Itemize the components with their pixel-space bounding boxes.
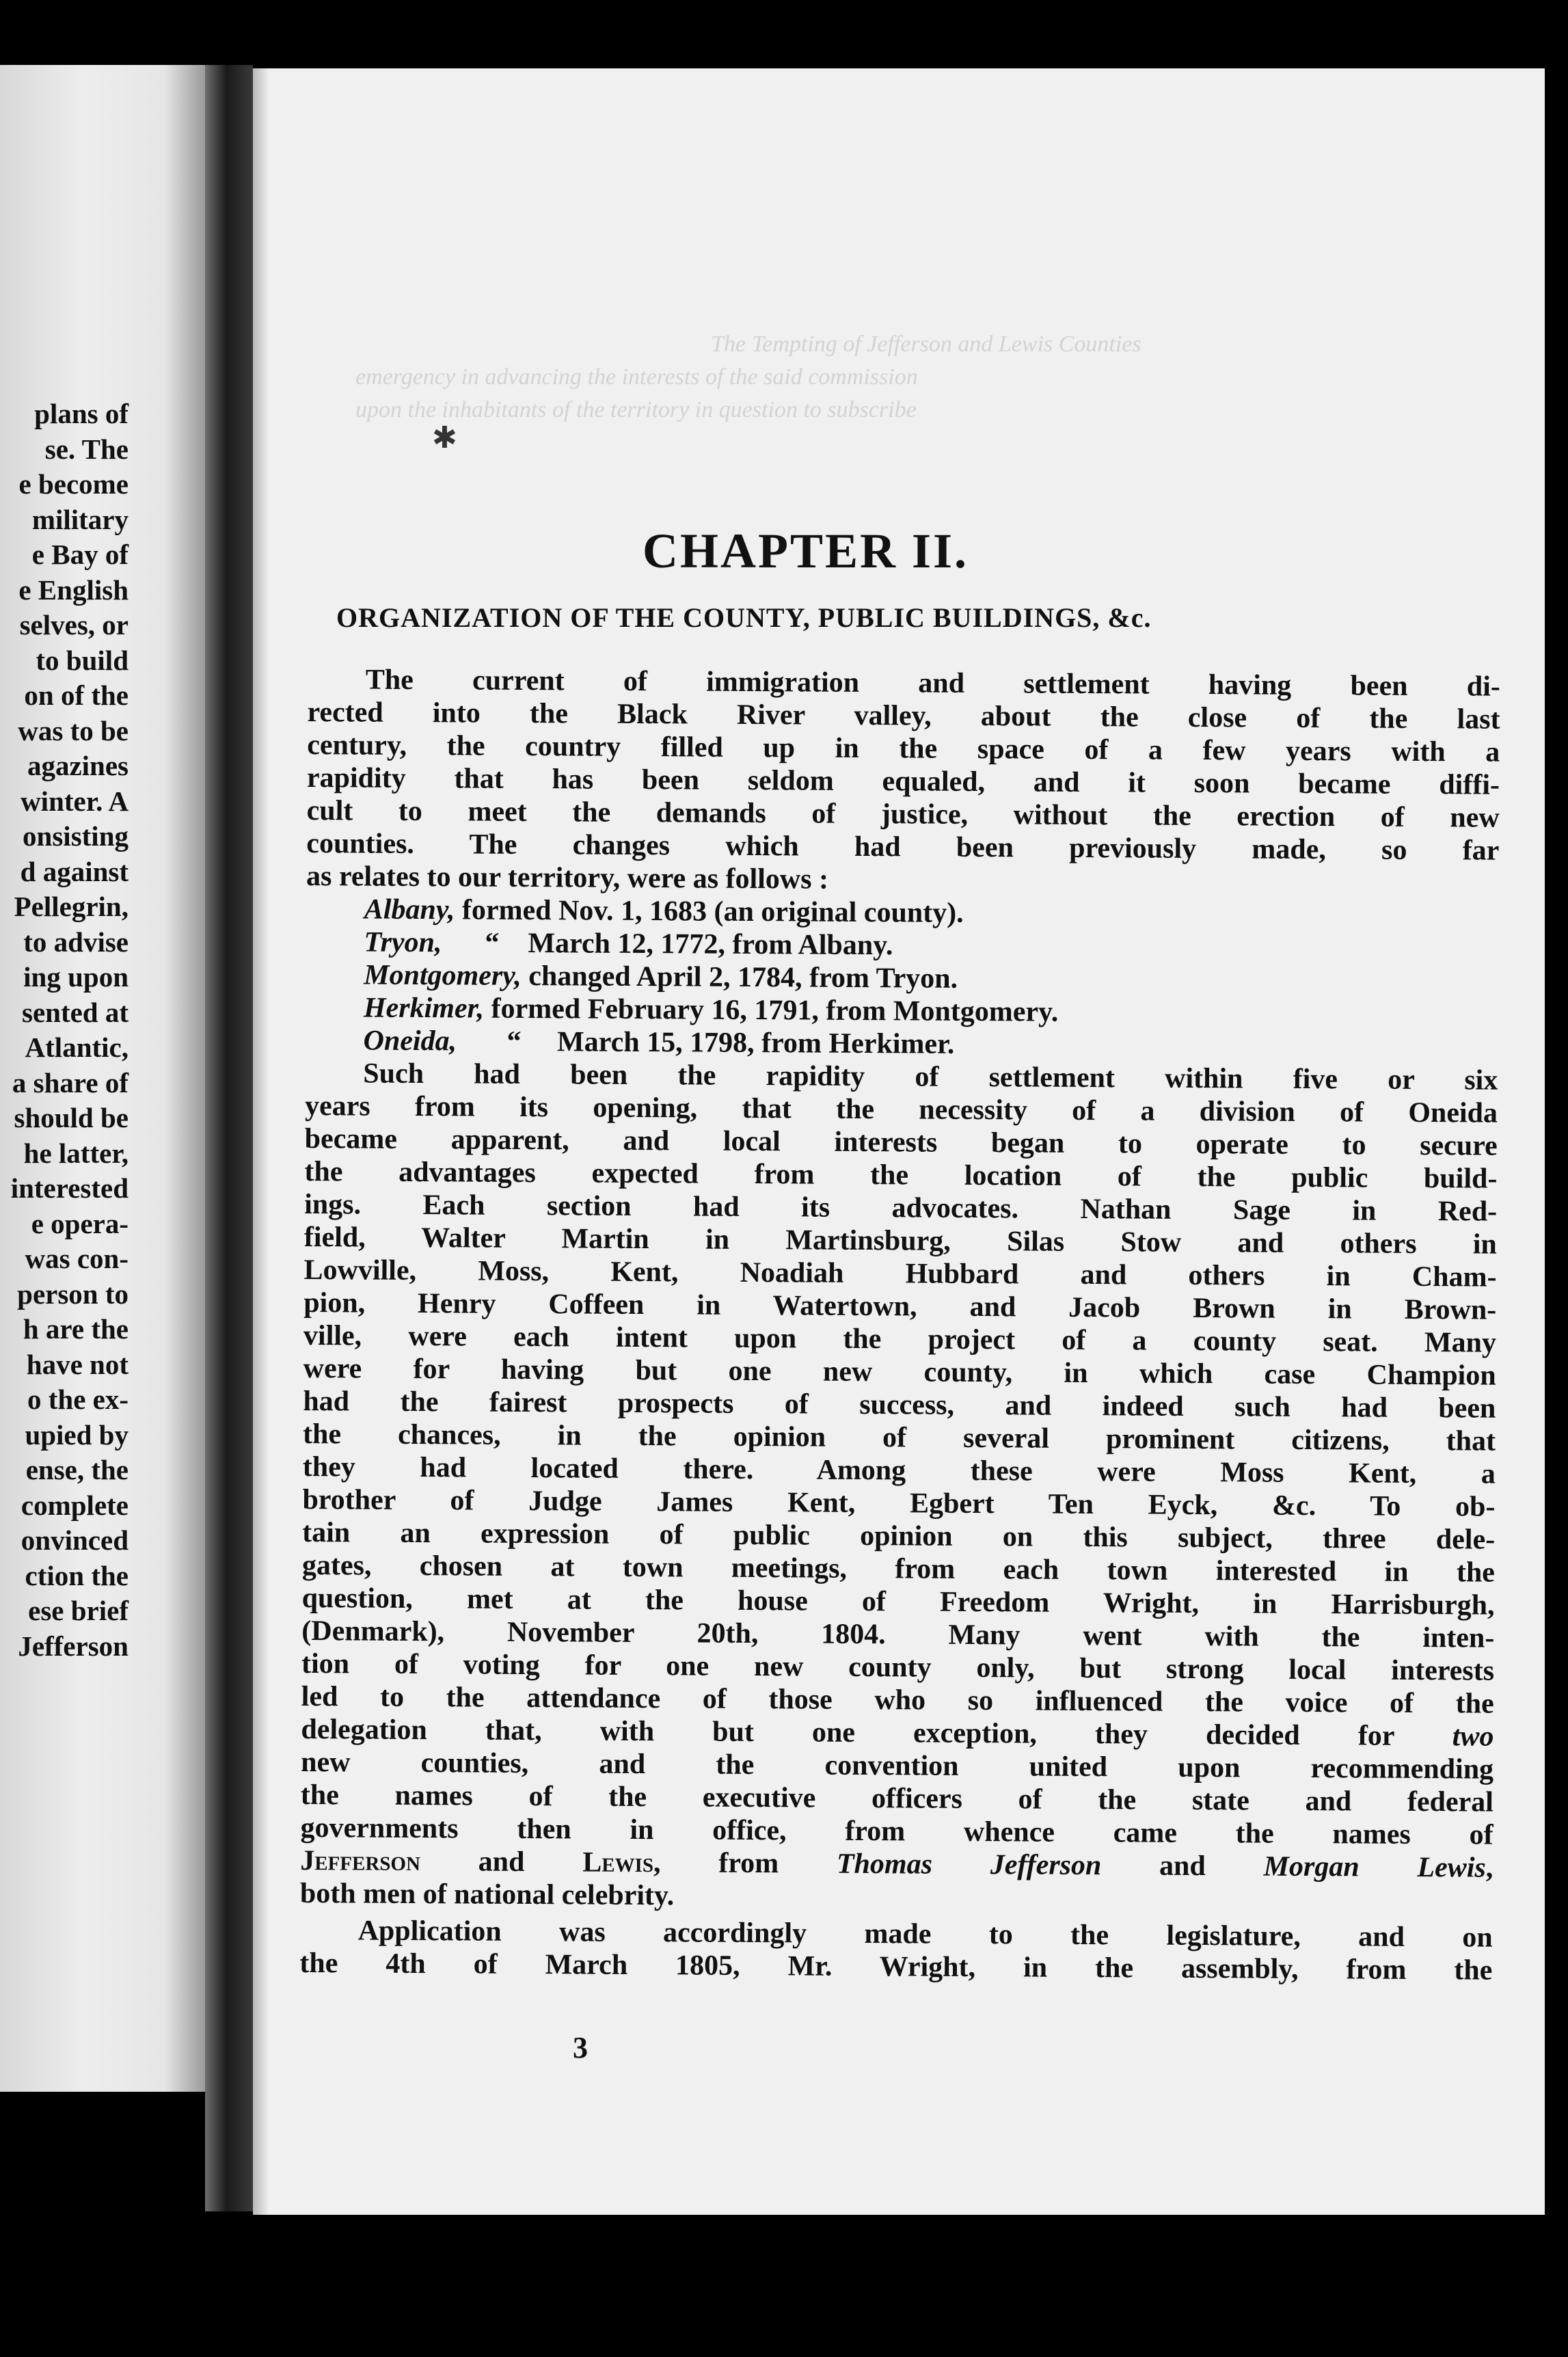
facing-line: d against <box>20 855 129 887</box>
facing-line: should be <box>14 1102 129 1133</box>
paragraph-2 <box>300 1057 1498 1917</box>
text-line: as relates to our territory, were as follows : <box>306 860 829 895</box>
paragraph-1 <box>306 663 1500 900</box>
text-line: tain an expression of public opinion on this subject, three dele- <box>302 1516 1496 1556</box>
person-name: Morgan Lewis <box>1263 1850 1486 1884</box>
facing-line: o the ex- <box>27 1384 129 1415</box>
county-detail: formed Nov. 1, 1683 (an original county). <box>455 894 964 929</box>
text-segment: , from <box>653 1847 837 1880</box>
text-line: Application was accordingly made to the legislature, and on <box>357 1915 1493 1954</box>
county-detail: formed February 16, 1791, from Montgomery. <box>483 993 1059 1028</box>
text-line: were for having but one new county, in which case Champion <box>303 1352 1496 1392</box>
ink-blot-mark: ✱ <box>432 421 457 455</box>
facing-line: ense, the <box>25 1454 129 1485</box>
facing-line: se. The <box>44 433 129 465</box>
county-name-lewis: Lewis <box>582 1846 654 1879</box>
facing-page-fragment <box>0 65 205 2092</box>
county-detail: “ March 12, 1772, from Albany. <box>442 927 893 962</box>
county-name: Montgomery, <box>364 959 522 992</box>
facing-line: on of the <box>24 679 129 711</box>
facing-line: have not <box>26 1348 129 1380</box>
facing-line: agazines <box>27 750 129 781</box>
text-line: ville, were each intent upon the project of a county seat. Many <box>303 1319 1497 1359</box>
text-line: became apparent, and local interests began to operate to secure <box>304 1122 1498 1162</box>
text-line: question, met at the house of Freedom Wright, in Harrisburgh, <box>301 1582 1495 1621</box>
text-segment: and <box>1101 1850 1264 1883</box>
facing-line: e Bay of <box>31 539 129 570</box>
text-line: led to the attendance of those who so influenced the voice of the <box>301 1680 1494 1720</box>
facing-line: onvinced <box>21 1524 129 1556</box>
facing-line: interested <box>10 1172 129 1204</box>
facing-line: military <box>31 503 129 535</box>
facing-line: sented at <box>21 996 129 1028</box>
facing-line: Atlantic, <box>25 1032 129 1063</box>
facing-line: plans of <box>34 398 129 429</box>
facing-line: winter. A <box>21 785 129 817</box>
county-name: Oneida, <box>363 1025 457 1058</box>
facing-line: selves, or <box>19 609 129 641</box>
paragraph-3 <box>299 1914 1493 1987</box>
text-line: years from its opening, that the necessity of a division of Oneida <box>304 1090 1498 1129</box>
county-name: Herkimer, <box>363 992 485 1025</box>
facing-line: to build <box>36 644 129 676</box>
text-line: the 4th of March 1805, Mr. Wright, in the assembly, from the <box>299 1947 1493 1986</box>
text-line: (Denmark), November 20th, 1804. Many went with the inten- <box>301 1615 1495 1654</box>
bleed-line: upon the inhabitants of the territory in question to subscribe <box>355 397 917 422</box>
county-name: Tryon, <box>364 926 442 959</box>
facing-line: ese brief <box>28 1595 129 1626</box>
facing-line: complete <box>21 1489 129 1521</box>
text-line: Such had been the rapidity of settlement within five or six <box>363 1058 1498 1096</box>
text-line: The current of immigration and settlement having been di- <box>365 664 1500 703</box>
text-segment: , <box>1485 1852 1493 1884</box>
facing-page-lines <box>11 396 129 1664</box>
facing-line: onsisting <box>23 820 129 852</box>
facing-line: ing upon <box>23 961 129 993</box>
text-line: cult to meet the demands of justice, without the erection of new <box>306 794 1500 834</box>
text-segment: and <box>420 1846 583 1878</box>
facing-line: a share of <box>12 1066 129 1099</box>
text-line: rapidity that has been seldom equaled, and it soon became diffi- <box>306 762 1500 801</box>
text-line: ings. Each section had its advocates. Nathan Sage in Red- <box>304 1188 1498 1228</box>
county-name-jefferson: Jefferson <box>300 1844 421 1878</box>
county-detail: “ March 15, 1798, from Herkimer. <box>456 1025 955 1060</box>
facing-line: e opera- <box>31 1207 129 1239</box>
page-edge-shadow <box>253 68 269 2215</box>
text-line: rected into the Black River valley, about the close of the last <box>307 696 1500 736</box>
text-line: the advantages expected from the location of the public build- <box>304 1155 1498 1195</box>
bleed-line: emergency in advancing the interests of the said commission <box>355 364 918 390</box>
text-line: tion of voting for one new county only, but strong local interests <box>301 1647 1495 1687</box>
text-line: gates, chosen at town meetings, from each town interested in the <box>301 1549 1496 1589</box>
facing-line: was con- <box>25 1243 129 1274</box>
text-line: had the fairest prospects of success, and indeed such had been <box>303 1385 1496 1425</box>
book-gutter <box>205 65 253 2211</box>
text-line: the chances, in the opinion of several prominent citizens, that <box>302 1418 1496 1457</box>
emphasis-text: two <box>1452 1721 1494 1753</box>
text-line: both men of national celebrity. <box>299 1877 675 1912</box>
facing-line: h are the <box>23 1313 129 1345</box>
text-line: new counties, and the convention united upon recommending <box>301 1746 1494 1786</box>
text-line: they had located there. Among these were Moss Kent, a <box>302 1451 1496 1490</box>
text-line: century, the country filled up in the space of a few years with a <box>307 729 1500 768</box>
facing-line: was to be <box>18 714 129 746</box>
bleed-through-text <box>355 328 1517 427</box>
facing-line: he latter, <box>23 1137 129 1169</box>
text-line: brother of Judge James Kent, Egbert Ten Eyck, &c. To ob- <box>302 1483 1496 1523</box>
facing-line: to advise <box>23 926 129 958</box>
book-page <box>253 68 1545 2215</box>
page-number: 3 <box>573 2031 588 2064</box>
text-line: Lowville, Moss, Kent, Noadiah Hubbard and others in Cham- <box>303 1254 1497 1293</box>
section-heading: ORGANIZATION OF THE COUNTY, PUBLIC BUILDINGS, &c. <box>336 602 1152 633</box>
chapter-title: CHAPTER II. <box>643 524 969 578</box>
county-list <box>305 893 1498 1064</box>
text-line: pion, Henry Coffeen in Watertown, and Jacob Brown in Brown- <box>303 1287 1497 1326</box>
county-name: Albany, <box>364 893 455 926</box>
text-line: counties. The changes which had been previously made, so far <box>306 827 1500 867</box>
text-segment: delegation that, with but one exception, they decided for <box>301 1713 1452 1753</box>
facing-line: person to <box>17 1278 129 1310</box>
facing-line: Jefferson <box>18 1630 129 1662</box>
facing-line: e English <box>18 574 129 606</box>
facing-line: e become <box>18 468 129 500</box>
bleed-line: The Tempting of Jefferson and Lewis Counties <box>711 332 1141 357</box>
chapter-body <box>299 663 1500 1987</box>
text-line: governments then in office, from whence came the names of <box>300 1811 1493 1851</box>
person-name: Thomas Jefferson <box>836 1848 1102 1882</box>
facing-line: upied by <box>25 1418 129 1451</box>
text-line: field, Walter Martin in Martinsburg, Silas Stow and others in <box>303 1221 1497 1261</box>
facing-line: ction the <box>25 1559 129 1591</box>
facing-line: Pellegrin, <box>14 891 129 922</box>
text-line: the names of the executive officers of the state and federal <box>300 1779 1493 1818</box>
county-detail: changed April 2, 1784, from Tryon. <box>521 960 958 995</box>
